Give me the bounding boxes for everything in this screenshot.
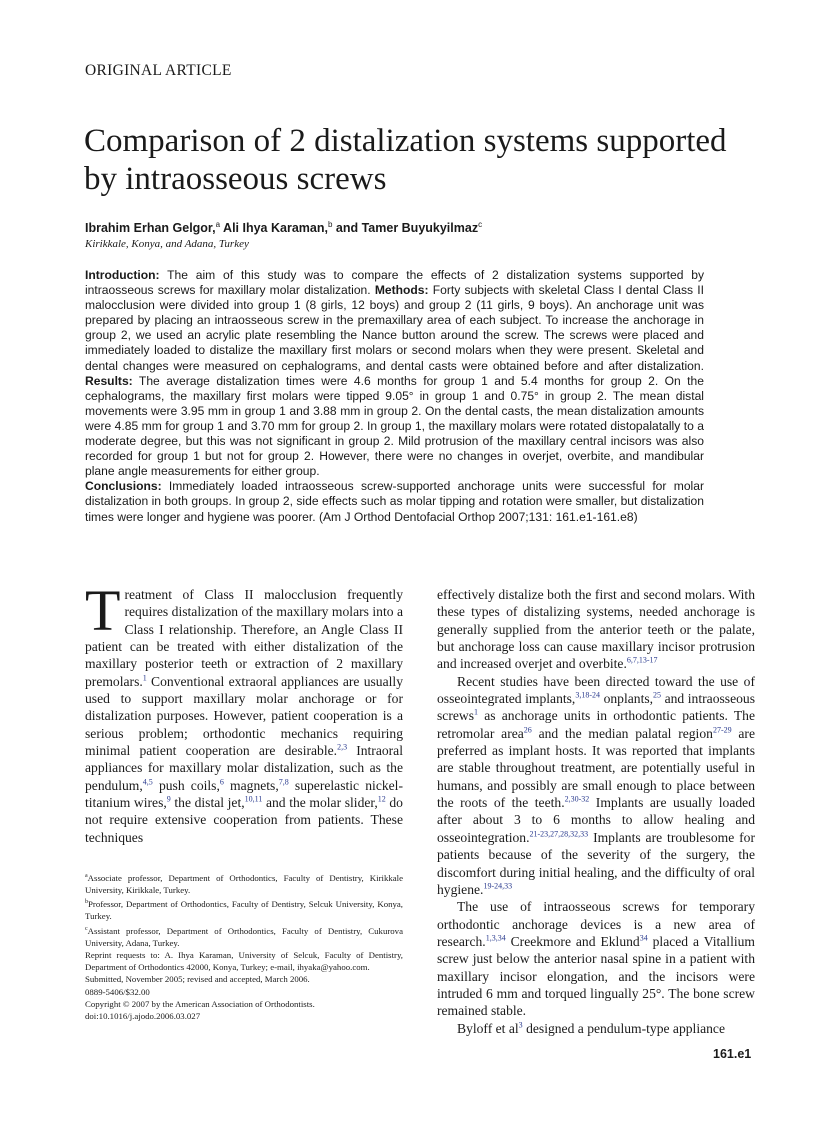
- body-column-left: [85, 578, 403, 846]
- author-name: Ali Ihya Karaman,: [220, 221, 328, 236]
- footnote-submitted: Submitted, November 2005; revised and accepted, March 2006.: [85, 974, 310, 985]
- paragraph-text: The use of intraosseous screws for temporary orthodontic anchorage devices is a new area of research.$^{1,3,34}$ Creekmore and Eklund$^{34}$ placed a Vitallium screw just below the anterior nasal spine in a patient with maxillary incisor elongation, and the incisors were intruded 6 mm and torqued lingually 25°. The bone screw remained stable.: [437, 899, 756, 1019]
- citation-superscript[interactable]: 21-23,27,28,32,33: [529, 829, 589, 839]
- body-paragraph: [85, 578, 403, 846]
- footnote-mark: c: [85, 925, 88, 932]
- body-paragraph: [437, 586, 755, 673]
- footnote-mark: b: [85, 899, 88, 906]
- article-title: Comparison of 2 distalization systems supported by intraosseous screws: [84, 123, 727, 197]
- body-column-right: [437, 586, 755, 1037]
- abstract-conclusions-label: Conclusions:: [85, 479, 162, 494]
- abstract-results-text: The average distalization times were 4.6 months for group 1 and 5.4 months for group 2. On the cephalograms, the maxillary first molars were tipped 9.05° in group 1 and 0.75° in group 2. The mean distal movements were 3.95 mm in group 1 and 3.88 mm in group 2. On the dental casts, the mean distalization amounts were 4.85 mm for group 1 and 3.70 mm for group 2. In group 1, the maxillary molars were rotated distopalatally to a moderate degree, but this was not significant in group 2. Mild protrusion of the maxillary central incisors was also recorded for group 1 but not for group 2. However, there were no changes in overjet, overbite, and mandibular plane angle measurements for either group.: [85, 373, 704, 479]
- citation-superscript[interactable]: 19-24,33: [483, 881, 513, 891]
- citation-superscript[interactable]: 1,3,34: [485, 933, 506, 943]
- citation-superscript[interactable]: 7,8: [278, 777, 289, 787]
- body-paragraph: [437, 898, 755, 1019]
- abstract-results-label: Results:: [85, 373, 133, 388]
- footnote-mark: a: [85, 873, 88, 879]
- citation-superscript[interactable]: 27-29: [712, 725, 732, 735]
- abstract: [85, 268, 704, 525]
- abstract-methods-label: Methods:: [374, 283, 429, 298]
- body-paragraph: [437, 673, 755, 898]
- author-list: [85, 220, 482, 235]
- citation-superscript[interactable]: 25: [653, 690, 662, 700]
- citation-superscript[interactable]: 6,7,13-17: [626, 655, 658, 665]
- abstract-intro-text: The aim of this study was to compare the effects of 2 distalization systems supported by intraosseous screws for maxillary molar distalization.: [85, 268, 704, 298]
- citation-superscript[interactable]: 4,5: [142, 777, 153, 787]
- paragraph-text: Recent studies have been directed toward the use of osseointegrated implants,$^{3,18-24}$ onplants,$^{25}$ and intraosseous screws$^1$ as anchorage units in orthodontic patients. The retromolar area$^{26}$ and the median palatal region$^{27-29}$ are preferred as implant hosts. It was reported that implants are stable throughout treatment, are potentially useful in humans, and possibly are small enough to place between the roots of the teeth.$^{2,30-32}$ Implants are usually loaded after about 3 to 6 months to allow healing and osseointegration.$^{21-23,27,28,32,33}$ Implants are troublesome for patients because of the severity of the surgery, the discomfort during initial healing, and the difficulty of oral hygiene.$^{19-24,33}$: [437, 673, 756, 897]
- footnote-copyright: Copyright © 2007 by the American Association of Orthodontists.: [85, 998, 315, 1009]
- citation-superscript[interactable]: 3,18-24: [575, 690, 601, 700]
- author-affiliation-mark: b: [327, 220, 333, 229]
- footnote-text: Assistant professor, Department of Orthodontics, Faculty of Dentistry, Cukurova University, Adana, Turkey.: [85, 925, 403, 948]
- footnote-affiliation-c: [85, 923, 403, 949]
- author-name: Ibrahim Erhan Gelgor,: [85, 221, 216, 236]
- abstract-intro-label: Introduction:: [85, 268, 160, 282]
- citation-superscript[interactable]: 6: [219, 777, 224, 787]
- author-affiliation-mark: a: [215, 220, 221, 229]
- paragraph-text: Byloff et $al^3$ designed a pendulum-type appliance: [457, 1020, 725, 1036]
- body-paragraph: [437, 1020, 755, 1037]
- citation-superscript[interactable]: 12: [377, 794, 386, 804]
- footnote-text: Professor, Department of Orthodontics, Faculty of Dentistry, Selcuk University, Konya, Turkey.: [85, 899, 403, 922]
- citation-superscript[interactable]: 1: [142, 673, 147, 683]
- footnote-text: Associate professor, Department of Orthodontics, Faculty of Dentistry, Kirikkale University, Kirikkale, Turkey.: [85, 872, 403, 896]
- section-label: ORIGINAL ARTICLE: [85, 62, 232, 79]
- abstract-conclusions-text: Immediately loaded intraosseous screw-supported anchorage units were successful for molar distalization in both groups. In group 2, side effects such as molar tipping and rotation were smaller, but distalization times were longer and hygiene was poorer. (Am J Orthod Dentofacial Orthop 2007;131: 161.e1-161.e8): [85, 479, 704, 524]
- citation-superscript[interactable]: 10,11: [244, 794, 263, 804]
- footnote-reprint: Reprint requests to: A. Ihya Karaman, University of Selcuk, Faculty of Dentistry, Department of Orthodontics 42000, Konya, Turkey; e-mail, ihyaka@yahoo.com.: [85, 949, 403, 973]
- drop-cap: T: [85, 578, 121, 643]
- citation-superscript[interactable]: 3: [518, 1020, 523, 1030]
- citation-superscript[interactable]: 9: [166, 794, 171, 804]
- author-name: and Tamer Buyukyilmaz: [332, 221, 479, 236]
- citation-superscript[interactable]: 26: [523, 725, 532, 735]
- abstract-methods-text: Forty subjects with skeletal Class I dental Class II malocclusion were divided into group 1 (8 girls, 12 boys) and group 2 (11 girls, 9 boys). An anchorage unit was prepared by placing an intraosseous screw in the premaxillary area of each subject. To increase the anchorage in group 2, we used an acrylic plate resembling the Nance button around the screw. The screws were placed and immediately loaded to distalize the maxillary first molars or second molars when they were present. Skeletal and dental changes were measured on cephalograms, and dental casts were obtained before and after distalization.: [85, 283, 704, 373]
- citation-superscript[interactable]: 2,3: [337, 742, 348, 752]
- citation-superscript[interactable]: 34: [639, 933, 648, 943]
- citation-superscript[interactable]: 1: [474, 707, 478, 717]
- author-locations: Kirikkale, Konya, and Adana, Turkey: [85, 238, 249, 250]
- author-affiliation-mark: c: [478, 220, 483, 229]
- citation-superscript[interactable]: 2,30-32: [564, 794, 590, 804]
- footnote-affiliation-b: [85, 896, 403, 922]
- page-number: 161.e1: [713, 1047, 752, 1061]
- footnote-issn: 0889-5406/$32.00: [85, 986, 150, 997]
- footnote-doi: doi:10.1016/j.ajodo.2006.03.027: [85, 1011, 201, 1021]
- paragraph-text: effectively distalize both the first and second molars. With these types of distalizing systems, needed anchorage is generally supplied from the anterior teeth or the palate, but anchorage loss can cause maxillary incisor protrusion and increased overjet and overbite.$^{6,7,13-17}$: [437, 587, 755, 672]
- paragraph-text: reatment of Class II malocclusion frequently requires distalization of the maxillary molars into a Class I relationship. Therefore, an Angle Class II patient can be treated with either distalization of the maxillary posterior teeth or extraction of 2 maxillary premolars.$^1$ Conventional extraoral appliances are usually used to support maxillary molar anchorage or for distalization purposes. However, patient cooperation is a serious problem; orthodontic mechanics requiring minimal patient cooperation are desirable.$^{2,3}$ Intraoral appliances for maxillary molar distalization, such as the pendulum,$^{4,5}$ push coils,$^6$ magnets,$^{7,8}$ superelastic nickel-titanium wires,$^9$ the distal jet,$^{10,11}$ and the molar slider,$^{12}$ do not require extensive cooperation from patients. These techniques: [85, 587, 403, 845]
- footnote-affiliation-a: [85, 870, 403, 896]
- footnotes: [85, 870, 403, 1022]
